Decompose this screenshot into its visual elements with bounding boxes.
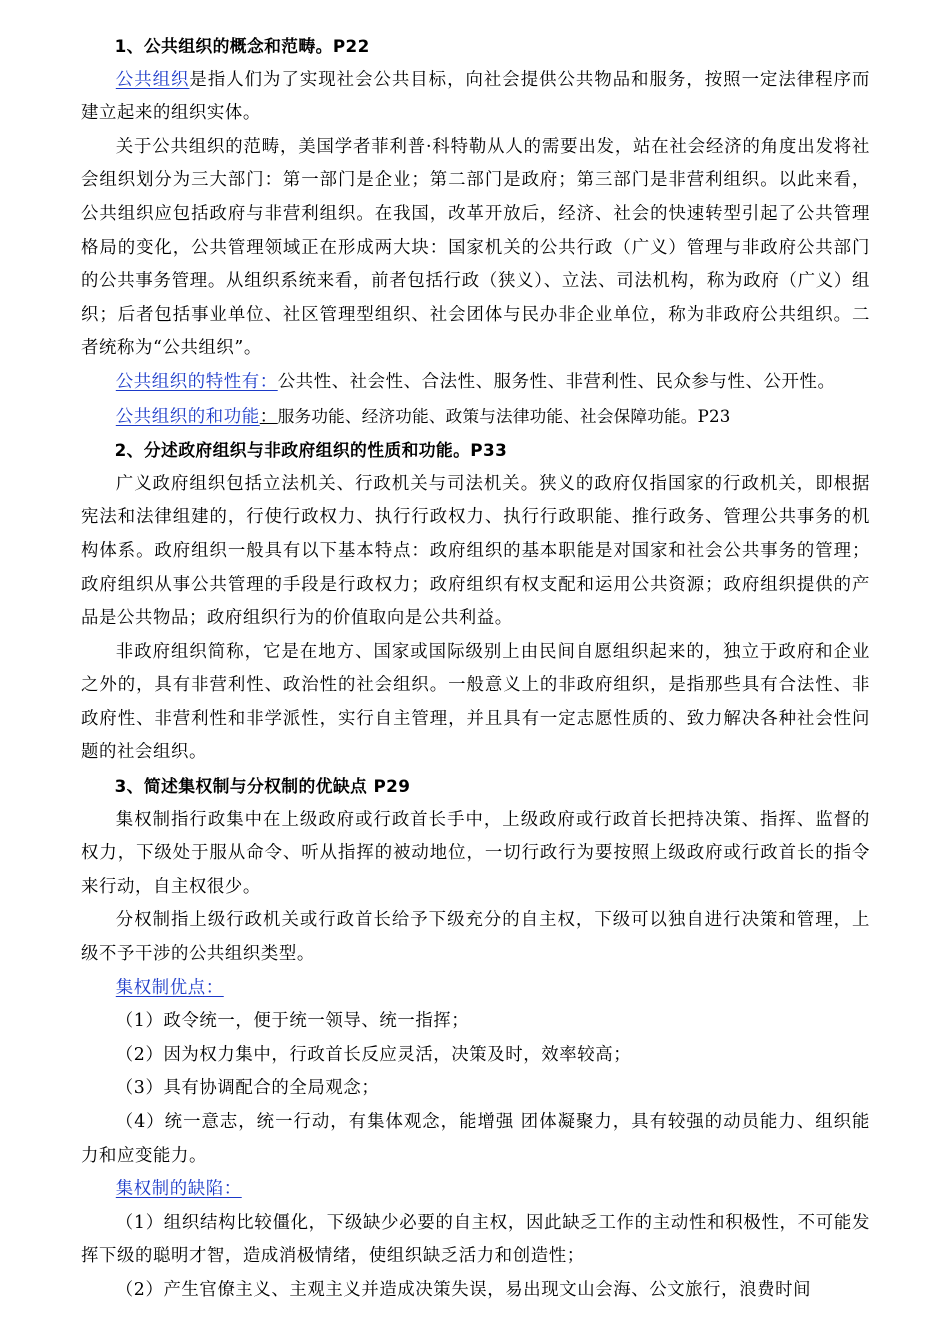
advantages-label-link[interactable]: 集权制优点：	[115, 977, 224, 998]
traits-text: 公共性、社会性、合法性、服务性、非营利性、民众参与性、公开性。	[277, 371, 836, 392]
advantage-item: （2）因为权力集中，行政首长反应灵活，决策及时，效率较高；	[115, 1044, 632, 1065]
section-1-heading: 1、公共组织的概念和范畴。P22	[114, 36, 370, 56]
definition-term-link[interactable]: 公共组织	[115, 69, 190, 90]
advantages-label-line	[81, 972, 870, 1006]
disadvantage-item: （2）产生官僚主义、主观主义并造成决策失误，易出现文山会海、公文旅行，浪费时间	[115, 1279, 812, 1300]
decentralized-paragraph: 分权制指上级行政机关或行政首长给予下级充分的自主权，下级可以独自进行决策和管理，上级不予干涉的公共组织类型。	[81, 910, 870, 965]
functions-text: 服务功能、经济功能、政策与法律功能、社会保障功能。P23	[277, 406, 731, 426]
functions-label-link[interactable]: 公共组织的和功能	[115, 406, 260, 427]
functions-paragraph	[81, 400, 870, 435]
traits-label-link[interactable]: 公共组织的特性有：	[115, 371, 278, 392]
disadvantages-label-line	[81, 1173, 870, 1207]
definition-text: 是指人们为了实现社会公共目标，向社会提供公共物品和服务，按照一定法律程序而建立起来的组织实体。	[81, 69, 870, 124]
advantage-item: （4）统一意志，统一行动，有集体观念，能增强 团体凝聚力，具有较强的动员能力、组织能力和应变能力。	[81, 1112, 870, 1166]
centralized-paragraph: 集权制指行政集中在上级政府或行政首长手中，上级政府或行政首长把持决策、指挥、监督的权力，下级处于服从命令、听从指挥的被动地位，一切行政行为要按照上级政府或行政首长的指令来行动，自主权很少。	[81, 809, 870, 897]
advantage-item: （1）政令统一，便于统一领导、统一指挥；	[115, 1011, 470, 1032]
scope-paragraph: 关于公共组织的范畴，美国学者菲利普·科特勒从人的需要出发，站在社会经济的角度出发将社会组织划分为三大部门：第一部门是企业；第二部门是政府；第三部门是非营利组织。以此来看，公共组织应包括政府与非营利组织。在我国，改革开放后，经济、社会的快速转型引起了公共管理格局的变化，公共管理领域正在形成两大块：国家机关的公共行政（广义）管理与非政府公共部门的公共事务管理。从组织系统来看，前者包括行政（狭义）、立法、司法机构，称为政府（广义）组织；后者包括事业单位、社区管理型组织、社会团体与民办非企业单位，称为非政府公共组织。二者统称为“公共组织”。	[81, 136, 870, 359]
advantage-item: （3）具有协调配合的全局观念；	[115, 1078, 380, 1099]
traits-paragraph	[81, 366, 870, 400]
disadvantage-item: （1）组织结构比较僵化，下级缺少必要的自主权，因此缺乏工作的主动性和积极性，不可能发挥下级的聪明才智，造成消极情绪，使组织缺乏活力和创造性；	[81, 1212, 870, 1267]
section-3-heading: 3、简述集权制与分权制的优缺点 P29	[114, 776, 411, 797]
ngo-paragraph: 非政府组织简称，它是在地方、国家或国际级别上由民间自愿组织起来的，独立于政府和企业之外的，具有非营利性、政治性的社会组织。一般意义上的非政府组织，是指那些具有合法性、非政府性、非营利性和非学派性，实行自主管理，并且具有一定志愿性质的、致力解决各种社会性问题的社会组织。	[81, 641, 870, 763]
section-2-heading: 2、分述政府组织与非政府组织的性质和功能。P33	[114, 440, 508, 461]
disadvantages-label-link[interactable]: 集权制的缺陷：	[115, 1179, 242, 1200]
functions-colon: ：	[259, 406, 278, 427]
government-org-paragraph: 广义政府组织包括立法机关、行政机关与司法机关。狭义的政府仅指国家的行政机关，即根据宪法和法律组建的，行使行政权力、执行行政权力、执行行政职能、推行政务、管理公共事务的机构体系。政府组织一般具有以下基本特点：政府组织的基本职能是对国家和社会公共事务的管理；政府组织从事公共管理的手段是行政权力；政府组织有权支配和运用公共资源；政府组织提供的产品是公共物品；政府组织行为的价值取向是公共利益。	[81, 473, 870, 629]
definition-paragraph	[81, 64, 870, 131]
